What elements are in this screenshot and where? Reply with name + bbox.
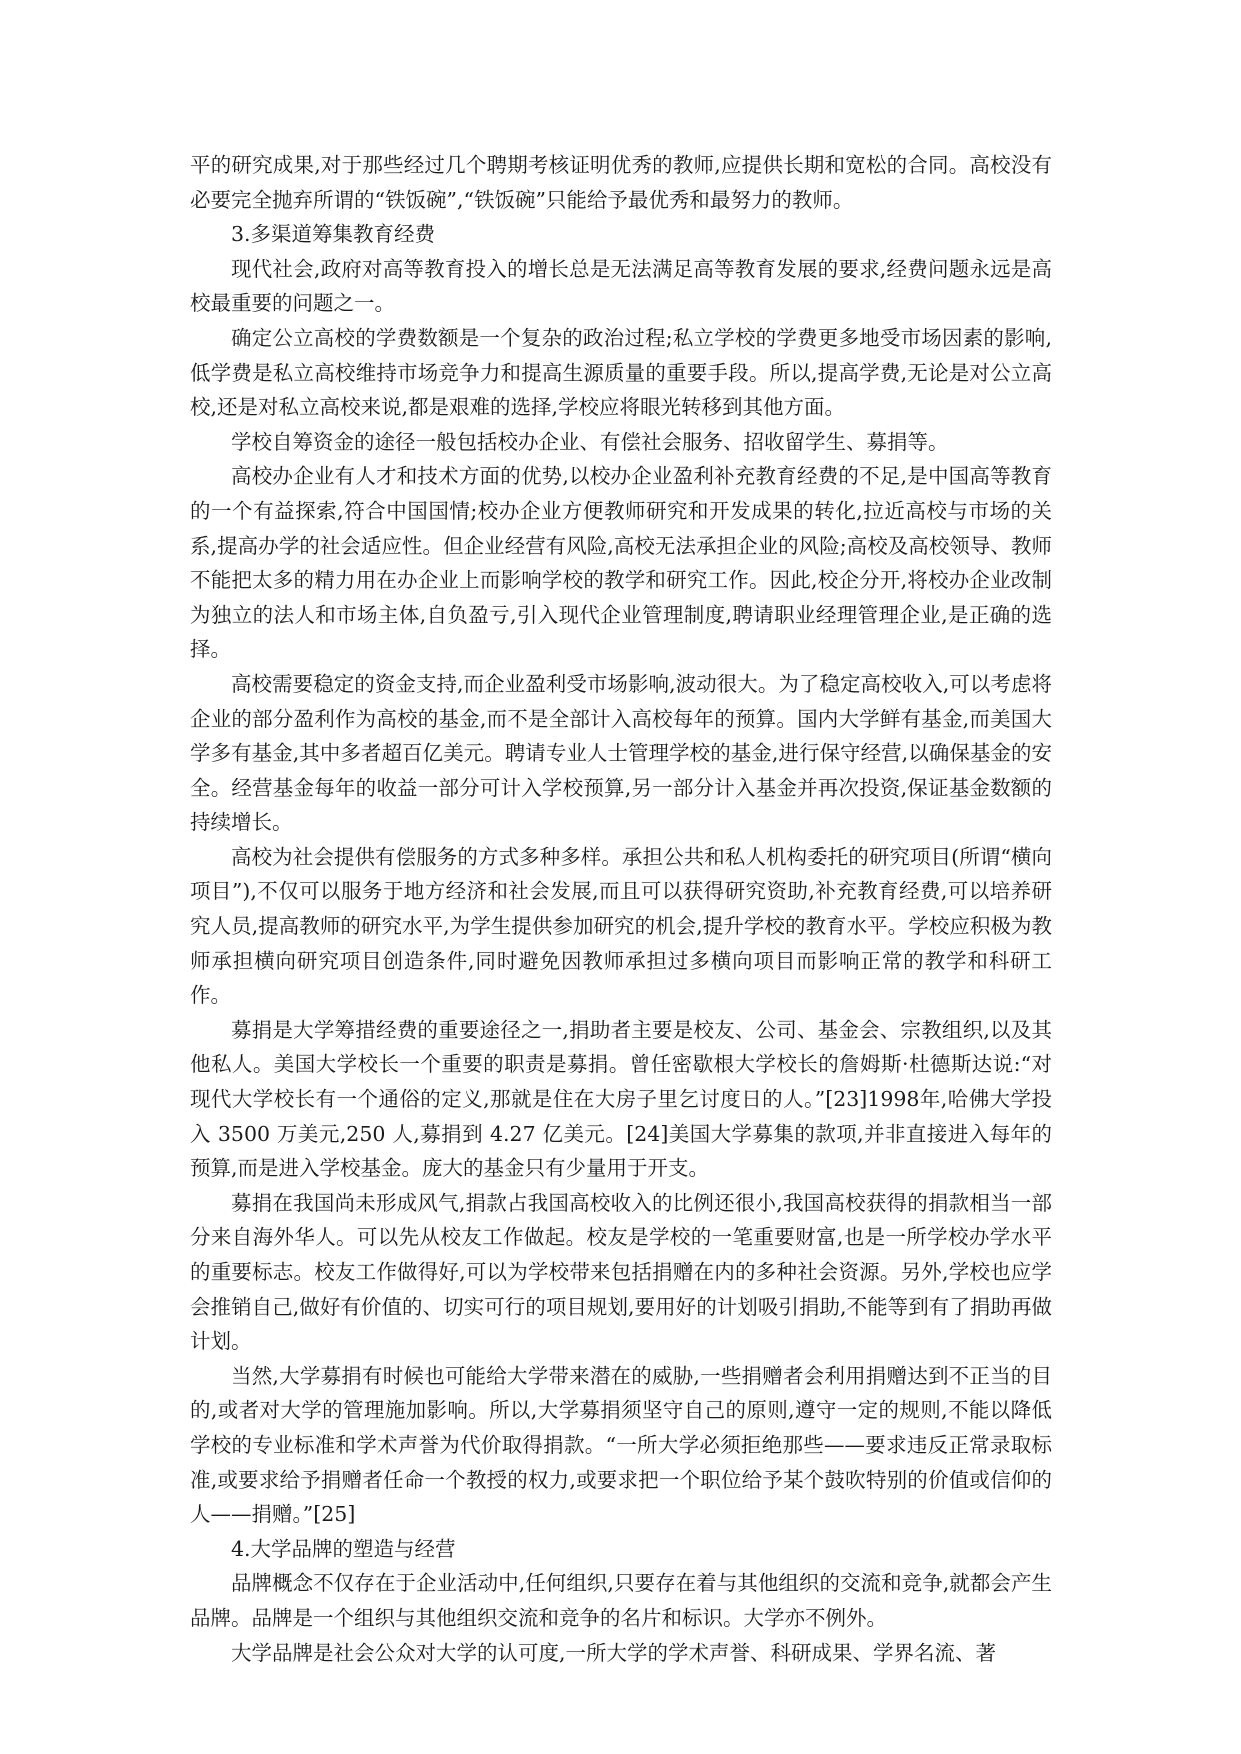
paragraph: 募捐在我国尚未形成风气,捐款占我国高校收入的比例还很小,我国高校获得的捐款相当一部分来自海外华人。可以先从校友工作做起。校友是学校的一笔重要财富,也是一所学校办学水平的重要标志。校友工作做得好,可以为学校带来包括捐赠在内的多种社会资源。另外,学校也应学会推销自己,做好有价值的、切实可行的项目规划,要用好的计划吸引捐助,不能等到有了捐助再做计划。 xyxy=(190,1190,1052,1354)
paragraph-continuation: 平的研究成果,对于那些经过几个聘期考核证明优秀的教师,应提供长期和宽松的合同。高校没有必要完全抛弃所谓的“铁饭碗”,“铁饭碗”只能给予最优秀和最努力的教师。 xyxy=(190,153,1052,212)
paragraph: 募捐是大学筹措经费的重要途径之一,捐助者主要是校友、公司、基金会、宗教组织,以及其他私人。美国大学校长一个重要的职责是募捐。曾任密歇根大学校长的詹姆斯·杜德斯达说:“对现代大学校长有一个通俗的定义,那就是住在大房子里乞讨度日的人。”[23]1998年,哈佛大学投入 3500 万美元,250 人,募捐到 4.27 亿美元。[24]美国大学募集的款项,并非直接进入每年的预算,而是进入学校基金。庞大的基金只有少量用于开支。 xyxy=(190,1017,1052,1181)
paragraph: 高校为社会提供有偿服务的方式多种多样。承担公共和私人机构委托的研究项目(所谓“横向项目”),不仅可以服务于地方经济和社会发展,而且可以获得研究资助,补充教育经费,可以培养研究人员,提高教师的研究水平,为学生提供参加研究的机会,提升学校的教育水平。学校应积极为教师承担横向研究项目创造条件,同时避免因教师承担过多横向项目而影响正常的教学和科研工作。 xyxy=(190,844,1052,1008)
paragraph: 学校自筹资金的途径一般包括校办企业、有偿社会服务、招收留学生、募捐等。 xyxy=(231,429,949,454)
paragraph: 高校需要稳定的资金支持,而企业盈利受市场影响,波动很大。为了稳定高校收入,可以考虑将企业的部分盈利作为高校的基金,而不是全部计入高校每年的预算。国内大学鲜有基金,而美国大学多有基金,其中多者超百亿美元。聘请专业人士管理学校的基金,进行保守经营,以确保基金的安全。经营基金每年的收益一部分可计入学校预算,另一部分计入基金并再次投资,保证基金数额的持续增长。 xyxy=(190,671,1052,835)
section-heading-3: 3.多渠道筹集教育经费 xyxy=(231,222,436,247)
paragraph: 确定公立高校的学费数额是一个复杂的政治过程;私立学校的学费更多地受市场因素的影响,低学费是私立高校维持市场竞争力和提高生源质量的重要手段。所以,提高学费,无论是对公立高校,还是对私立高校来说,都是艰难的选择,学校应将眼光转移到其他方面。 xyxy=(190,325,1052,420)
paragraph: 品牌概念不仅存在于企业活动中,任何组织,只要存在着与其他组织的交流和竞争,就都会产生品牌。品牌是一个组织与其他组织交流和竞争的名片和标识。大学亦不例外。 xyxy=(190,1571,1052,1630)
paragraph: 高校办企业有人才和技术方面的优势,以校办企业盈利补充教育经费的不足,是中国高等教育的一个有益探索,符合中国国情;校办企业方便教师研究和开发成果的转化,拉近高校与市场的关系,提高办学的社会适应性。但企业经营有风险,高校无法承担企业的风险;高校及高校领导、教师不能把太多的精力用在办企业上而影响学校的教学和研究工作。因此,校企分开,将校办企业改制为独立的法人和市场主体,自负盈亏,引入现代企业管理制度,聘请职业经理管理企业,是正确的选择。 xyxy=(190,464,1052,662)
paragraph: 当然,大学募捐有时候也可能给大学带来潜在的威胁,一些捐赠者会利用捐赠达到不正当的目的,或者对大学的管理施加影响。所以,大学募捐须坚守自己的原则,遵守一定的规则,不能以降低学校的专业标准和学术声誉为代价取得捐款。“一所大学必须拒绝那些——要求违反正常录取标准,或要求给予捐赠者任命一个教授的权力,或要求把一个职位给予某个鼓吹特别的价值或信仰的人——捐赠。”[25] xyxy=(190,1363,1052,1527)
paragraph: 现代社会,政府对高等教育投入的增长总是无法满足高等教育发展的要求,经费问题永远是高校最重要的问题之一。 xyxy=(190,256,1052,316)
paragraph: 大学品牌是社会公众对大学的认可度,一所大学的学术声誉、科研成果、学界名流、著 xyxy=(231,1640,997,1665)
document-body xyxy=(190,148,1052,1670)
section-heading-4: 4.大学品牌的塑造与经营 xyxy=(231,1536,456,1561)
